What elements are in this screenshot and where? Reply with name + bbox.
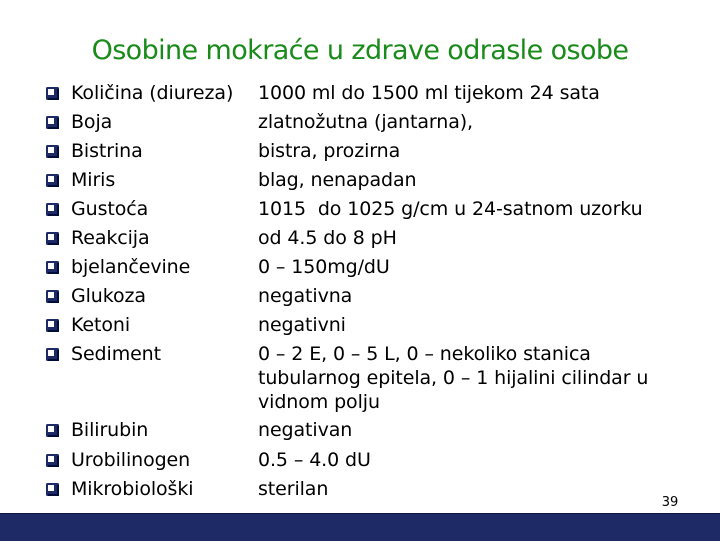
checkbox-bullet-icon <box>45 260 60 275</box>
checkbox-bullet-icon <box>45 202 60 217</box>
checkbox-bullet-icon <box>45 482 60 497</box>
list-item-sediment <box>0 340 720 418</box>
list-item-bilirubin <box>0 416 720 445</box>
property-value: negativan <box>258 419 353 441</box>
list-item-ketoni <box>0 311 720 340</box>
property-value: 0 – 150mg/dU <box>258 256 390 278</box>
list-item-bjelancevine <box>0 253 720 282</box>
property-label: Količina (diureza) <box>71 82 234 104</box>
property-value: sterilan <box>258 478 329 500</box>
list-item-boja <box>0 108 720 137</box>
property-value: 1015 do 1025 g/cm u 24-satnom uzorku <box>258 198 643 220</box>
property-value: od 4.5 do 8 pH <box>258 227 397 249</box>
list-item-urobilinogen <box>0 446 720 475</box>
property-label: Boja <box>71 111 113 133</box>
property-label: Bilirubin <box>71 419 149 441</box>
checkbox-bullet-icon <box>45 173 60 188</box>
list-item-kolicina <box>0 79 720 108</box>
property-value: zlatnožutna (jantarna), <box>258 111 473 133</box>
checkbox-bullet-icon <box>45 318 60 333</box>
slide-title: Osobine mokraće u zdrave odrasle osobe <box>91 35 629 66</box>
list-item-mikrobioloski <box>0 475 720 504</box>
property-label: Mikrobiološki <box>71 478 194 500</box>
property-label: Ketoni <box>71 314 130 336</box>
page-number: 39 <box>661 495 679 510</box>
checkbox-bullet-icon <box>45 115 60 130</box>
property-label: Miris <box>71 169 116 191</box>
property-label: Sediment <box>71 343 161 365</box>
property-label: bjelančevine <box>71 256 191 278</box>
list-item-reakcija <box>0 224 720 253</box>
list-item-bistrina <box>0 137 720 166</box>
property-value: blag, nenapadan <box>258 169 417 191</box>
checkbox-bullet-icon <box>45 144 60 159</box>
checkbox-bullet-icon <box>45 453 60 468</box>
property-value: negativna <box>258 285 353 307</box>
property-label: Urobilinogen <box>71 449 191 471</box>
property-value: negativni <box>258 314 346 336</box>
checkbox-bullet-icon <box>45 289 60 304</box>
property-value: 0.5 – 4.0 dU <box>258 449 371 471</box>
list-item-glukoza <box>0 282 720 311</box>
checkbox-bullet-icon <box>45 231 60 246</box>
property-value: 1000 ml do 1500 ml tijekom 24 sata <box>258 82 600 104</box>
checkbox-bullet-icon <box>45 423 60 438</box>
footer-bar <box>0 513 720 541</box>
property-value: bistra, prozirna <box>258 140 401 162</box>
list-item-gustoca <box>0 195 720 224</box>
property-value: 0 – 2 E, 0 – 5 L, 0 – nekoliko stanica tubularnog epitela, 0 – 1 hijalini cilindar u vidnom polju <box>258 343 649 413</box>
property-label: Reakcija <box>71 227 150 249</box>
checkbox-bullet-icon <box>45 347 60 362</box>
property-label: Gustoća <box>71 198 149 220</box>
list-item-miris <box>0 166 720 195</box>
checkbox-bullet-icon <box>45 86 60 101</box>
property-label: Bistrina <box>71 140 143 162</box>
property-label: Glukoza <box>71 285 146 307</box>
